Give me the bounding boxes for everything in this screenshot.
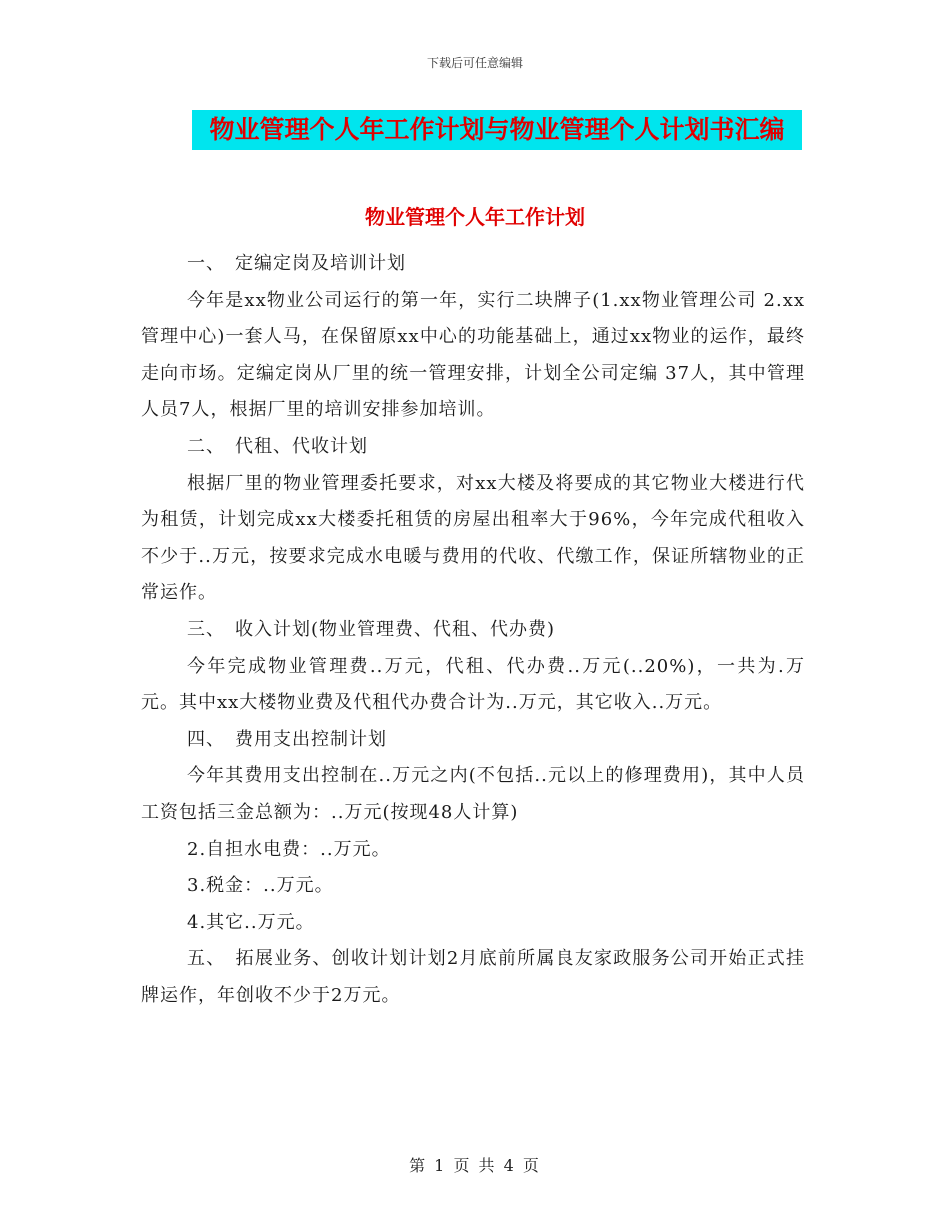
page-number: 第 1 页 共 4 页 (409, 1156, 541, 1175)
paragraph-expense: 今年其费用支出控制在..万元之内(不包括..元以上的修理费用)，其中人员工资包括三金总额为：..万元(按现48人计算) (141, 765, 805, 823)
list-item-other: 4.其它..万元。 (187, 911, 315, 933)
heading-expense: 四、 费用支出控制计划 (187, 728, 387, 750)
heading-rental: 二、 代租、代收计划 (187, 435, 368, 457)
paragraph-staffing: 今年是xx物业公司运行的第一年，实行二块牌子(1.xx物业管理公司 2.xx管理中心)一套人马，在保留原xx中心的功能基础上，通过xx物业的运作，最终走向市场。定编定岗从厂里的统一管理安排，计划全公司定编 37人，其中管理人员7人，根据厂里的培训安排参加培训。 (141, 289, 805, 421)
section-title: 物业管理个人年工作计划 (365, 205, 585, 229)
paragraph-expansion: 五、 拓展业务、创收计划计划2月底前所属良友家政服务公司开始正式挂牌运作，年创收不少于2万元。 (141, 948, 805, 1006)
page-header-note: 下载后可任意编辑 (426, 56, 523, 70)
paragraph-income: 今年完成物业管理费..万元，代租、代办费..万元(..20%)，一共为.万元。其中xx大楼物业费及代租代办费合计为..万元，其它收入..万元。 (141, 655, 805, 714)
heading-staffing: 一、 定编定岗及培训计划 (187, 253, 406, 274)
document-title: 物业管理个人年工作计划与物业管理个人计划书汇编 (209, 115, 785, 144)
list-item-tax: 3.税金：..万元。 (187, 875, 334, 897)
paragraph-rental: 根据厂里的物业管理委托要求，对xx大楼及将要成的其它物业大楼进行代为租赁，计划完成xx大楼委托租赁的房屋出租率大于96%，今年完成代租收入不少于..万元，按要求完成水电暖与费用的代收、代缴工作，保证所辖物业的正常运作。 (141, 472, 805, 604)
heading-income: 三、 收入计划(物业管理费、代租、代办费) (187, 618, 556, 640)
document-body (141, 246, 805, 1014)
list-item-utilities: 2.自担水电费：..万元。 (187, 838, 391, 860)
title-highlight (192, 110, 802, 150)
